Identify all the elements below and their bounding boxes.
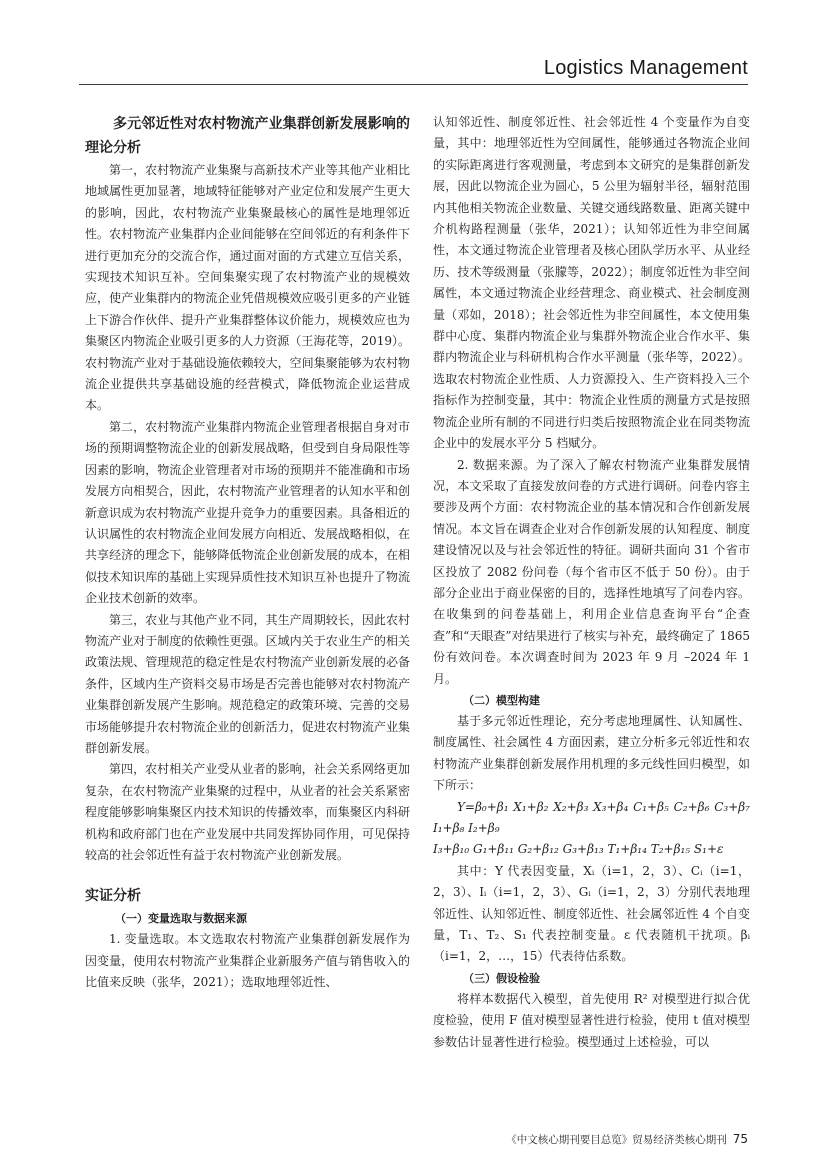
paragraph-geographic-proximity: 第一，农村物流产业集聚与高新技术产业等其他产业相比地域属性更加显著，地域特征能够对产业定位和发展产生更大的影响，因此，农村物流产业集聚最核心的属性是地理邻近性。农村物流产业集群内企业间能够在空间邻近的有利条件下进行更加充分的交流合作，通过面对面的方式建立互信关系，实现技术知识互补。空间集聚实现了农村物流产业的规模效应，使产业集群内的物流企业凭借规模效应吸引更多的产业链上下游合作伙伴、提升产业集群整体议价能力，规模效应也为集聚区内物流企业吸引更多的人力资源（王海花等，2019）。农村物流产业对于基础设施依赖较大，空间集聚能够为农村物流企业提供共享基础设施的经营模式，降低物流企业运营成本。 — [85, 163, 410, 413]
paragraph-institutional-proximity: 第三，农业与其他产业不同，其生产周期较长，因此农村物流产业对于制度的依赖性更强。区域内关于农业生产的相关政策法规、管理规范的稳定性是农村物流产业创新发展的必备条件，区域内生产资料交易市场是否完善也能够对农村物流产业集群创新发展产生影响。规范稳定的政策环境、完善的交易市场能够提升农村物流企业的创新活力，促进农村物流产业集群创新发展。 — [85, 612, 410, 755]
journal-title: Logistics Management — [543, 57, 748, 79]
subsection-heading-model: （二）模型构建 — [463, 693, 540, 707]
subsection-heading-variables: （一）变量选取与数据来源 — [115, 912, 247, 926]
paragraph-data-source: 2. 数据来源。为了深入了解农村物流产业集群发展情况，本文采取了直接发放问卷的方式进行调研。问卷内容主要涉及两个方面：农村物流企业的基本情况和合作创新发展情况。本文旨在调查企业对合作创新发展的认知程度、制度建设情况以及与社会邻近性的特征。调研共面向 31 个省市区投放了 2082 份问卷（每个省市区不低于 50 份）。由于部分企业出于商业保密的目的，选择性地填写了问卷内容。在收集到的问卷基础上，利用企业信息查询平台“企查查”和“天眼查”对结果进行了核实与补充，最终确定了 1865 份有效问卷。本次调查时间为 2023 年 9 月 –2024 年 1 月。 — [433, 457, 750, 686]
paragraph-hypothesis-testing: 将样本数据代入模型，首先使用 R² 对模型进行拟合优度检验，使用 F 值对模型显著性进行检验，使用 t 值对模型参数估计显著性进行检验。模型通过上述检验，可以 — [433, 991, 750, 1049]
paragraph-cognitive-proximity: 第二，农村物流产业集群内物流企业管理者根据自身对市场的预期调整物流企业的创新发展战略，但受到自身局限性等因素的影响，物流企业管理者对市场的预期并不能准确和市场发展方向相契合，因此，农村物流产业管理者的认知水平和创新意识成为农村物流产业提升竞争力的重要因素。具备相近的认识属性的农村物流企业间发展方向相近、发展战略相似，在共享经济的理念下，能够降低物流企业创新发展的成本，在相似技术知识库的基础上实现异质性技术知识互补也提升了物流企业技术创新的效率。 — [85, 419, 410, 606]
paragraph-social-proximity: 第四，农村相关产业受从业者的影响，社会关系网络更加复杂，在农村物流产业集聚的过程中，从业者的社会关系紧密程度能够影响集聚区内技术知识的传播效率，而集聚区内科研机构和政府部门也在产业发展中共同发挥协同作用，可见保持较高的社会邻近性有益于农村物流产业创新发展。 — [85, 762, 410, 862]
page-number: 75 — [732, 1132, 748, 1146]
section-gap — [85, 866, 410, 884]
right-column — [433, 112, 750, 1053]
theory-section-heading: 多元邻近性对农村物流产业集群创新发展影响的理论分析 — [85, 116, 410, 156]
empirical-section-heading: 实证分析 — [85, 888, 141, 905]
paragraph-model-construction: 基于多元邻近性理论，充分考虑地理属性、认知属性、制度属性、社会属性 4 方面因素，建立分析多元邻近性和农村物流产业集群创新发展作用机理的多元线性回归模型，如下所示： — [433, 713, 750, 793]
paragraph-variable-selection: 1. 变量选取。本文选取农村物流产业集群创新发展作为因变量，使用农村物流产业集群企业新服务产值与销售收入的比值来反映（张华，2021）；选取地理邻近性、 — [85, 932, 410, 990]
header-divider — [79, 84, 748, 85]
paragraph-variable-definitions: 其中：Y 代表因变量，Xᵢ（i=1，2，3）、Cᵢ（i=1，2，3）、Iᵢ（i=1，2，3）、Gᵢ（i=1，2，3）分别代表地理邻近性、认知邻近性、制度邻近性、社会属邻近性 4 个自变量，T₁、T₂、S₁ 代表控制变量。ε 代表随机干扰项。βᵢ（i=1，2，…，15）代表待估系数。 — [433, 863, 750, 964]
left-column — [85, 112, 410, 994]
regression-formula-line1: Y=β₀+β₁ X₁+β₂ X₂+β₃ X₃+β₄ C₁+β₅ C₂+β₆ C₃+β₇ I₁+β₈ I₂+β₉ — [433, 799, 750, 835]
regression-formula-line2: I₃+β₁₀ G₁+β₁₁ G₂+β₁₂ G₃+β₁₃ T₁+β₁₄ T₂+β₁₅ S₁+ε — [433, 842, 724, 857]
paragraph-variable-continued: 认知邻近性、制度邻近性、社会邻近性 4 个变量作为自变量，其中：地理邻近性为空间属性，能够通过各物流企业间的实际距离进行客观测量，考虑到本文研究的是集群创新发展，因此以物流企业为圆心，5 公里为辐射半径，辐射范围内其他相关物流企业数量、关键交通线路数量、距离关键中介机构路程测量（张华，2021）；认知邻近性为非空间属性，本文通过物流企业管理者及核心团队学历水平、从业经历、技术等级测量（张朦等，2022）；制度邻近性为非空间属性，本文通过物流企业经营理念、商业模式、社会制度测量（邓如，2018）；社会邻近性为非空间属性，本文使用集群中心度、集群内物流企业与集群外物流企业合作水平、集群内物流企业与科研机构合作水平测量（张华等，2022）。选取农村物流企业性质、人力资源投入、生产资料投入三个指标作为控制变量，其中：物流企业性质的测量方式是按照物流企业所有制的不同进行归类后按照物流企业在同类物流企业中的发展水平分 5 档赋分。 — [433, 115, 750, 451]
subsection-heading-hypothesis: （三）假设检验 — [463, 971, 540, 985]
page-footer — [506, 1132, 748, 1147]
footer-journal-note: 《中文核心期刊要目总览》贸易经济类核心期刊 — [506, 1134, 727, 1146]
